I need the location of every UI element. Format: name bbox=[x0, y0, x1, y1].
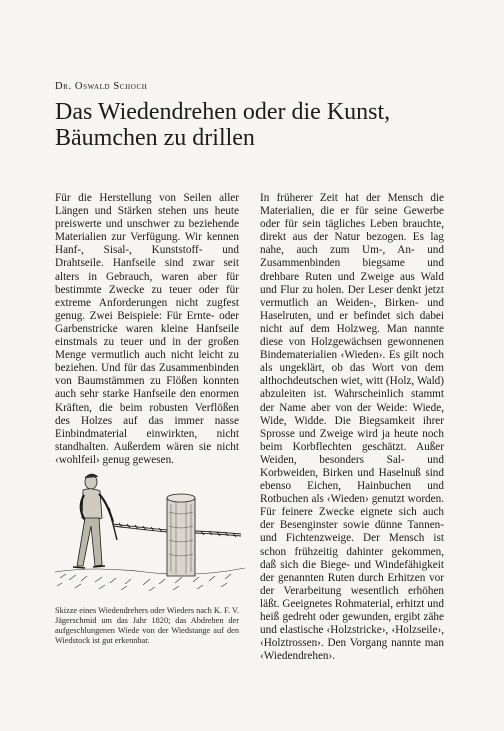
left-column bbox=[55, 192, 239, 467]
figure-sketch bbox=[55, 468, 245, 594]
author-name: Dr. Oswald Schoch bbox=[55, 81, 148, 92]
wiedendreher-sketch-illustration bbox=[55, 468, 245, 594]
right-column bbox=[260, 192, 444, 663]
article-title bbox=[55, 99, 475, 151]
right-column-text: In früherer Zeit hat der Mensch die Materialien, die er für seine Gewerbe oder für sein tägliches Leben brauchte, direkt aus der Natur bezogen. Es lag nahe, auch zum Um-, An- und Zusammenbinden biegsame und drehbare Ruten und Zweige aus Wald und Flur zu holen. Der Leser denkt jetzt vermutlich an Weiden-, Birken- und Haselruten, und er befindet sich dabei nicht auf dem Holzweg. Man nannte diese von Holzgewächsen gewonnenen Bindematerialien ‹Wieden›. Es gilt noch als ungeklärt, ob das Wort von dem althochdeutschen wiet, witt (Holz, Wald) abzuleiten ist. Wahrscheinlich stammt der Name aber von der Weide: Wiede, Wide, Widde. Die Biegsamkeit ihrer Sprosse und Zweige wird ja heute noch beim Korbflechten geschätzt. Außer Weiden, besonders Sal- und Korbweiden, Birken und Haselnuß sind ebenso Eichen, Hainbuchen und Rotbuchen als ‹Wieden› genutzt worden. Für feinere Zwecke eignete sich auch der Besenginster sowie dünne Tannen- und Fichtenzweige. Der Mensch ist schon frühzeitig dahinter gekommen, daß sich die Biege- und Windefähigkeit der genannten Ruten durch Erhitzen vor der Verarbeitung wesentlich erhöhen läßt. Geeignetes Rohmaterial, erhitzt und heiß gedreht oder gewunden, ergibt zähe und elastische ‹Holzstricke›, ‹Holzseile›, ‹Holztrossen›. Den Vorgang nannte man ‹Wiedendrehen›. bbox=[260, 192, 444, 663]
title-line-2: Bäumchen zu drillen bbox=[55, 125, 255, 151]
left-column-text: Für die Herstellung von Seilen aller Längen und Stärken stehen uns heute preiswerte und unschwer zu beziehende Materialien zur Verfügung. Wir kennen Hanf-, Sisal-, Kunststoff- und Drahtseile. Hanfseile sind zwar seit alters in Gebrauch, waren aber für bestimmte Zwecke zu teuer oder für extreme Anforderungen nicht zugfest genug. Zwei Beispiele: Für Ernte- oder Garbenstricke waren kleine Hanfseile einstmals zu teuer und in der großen Menge vermutlich auch nicht leicht zu beziehen. Und für das Zusammenbinden von Baumstämmen zu Flößen konnten auch sehr starke Hanfseile den enormen Kräften, die beim robusten Verflößen des Holzes auf das immer nasse Einbindmaterial einwirkten, nicht standhalten. Außerdem wären sie nicht ‹wohlfeil› genug gewesen. bbox=[55, 192, 239, 466]
title-line-1: Das Wiedendrehen oder die Kunst, bbox=[55, 99, 391, 125]
figure-caption: Skizze eines Wiedendrehers oder Wieders nach K. F. V. Jägerschmid um das Jahr 1820; das Abdrehen der aufgeschlungenen Wiede von der Wiedstange auf den Wiedstock ist gut erkennbar. bbox=[55, 606, 239, 645]
